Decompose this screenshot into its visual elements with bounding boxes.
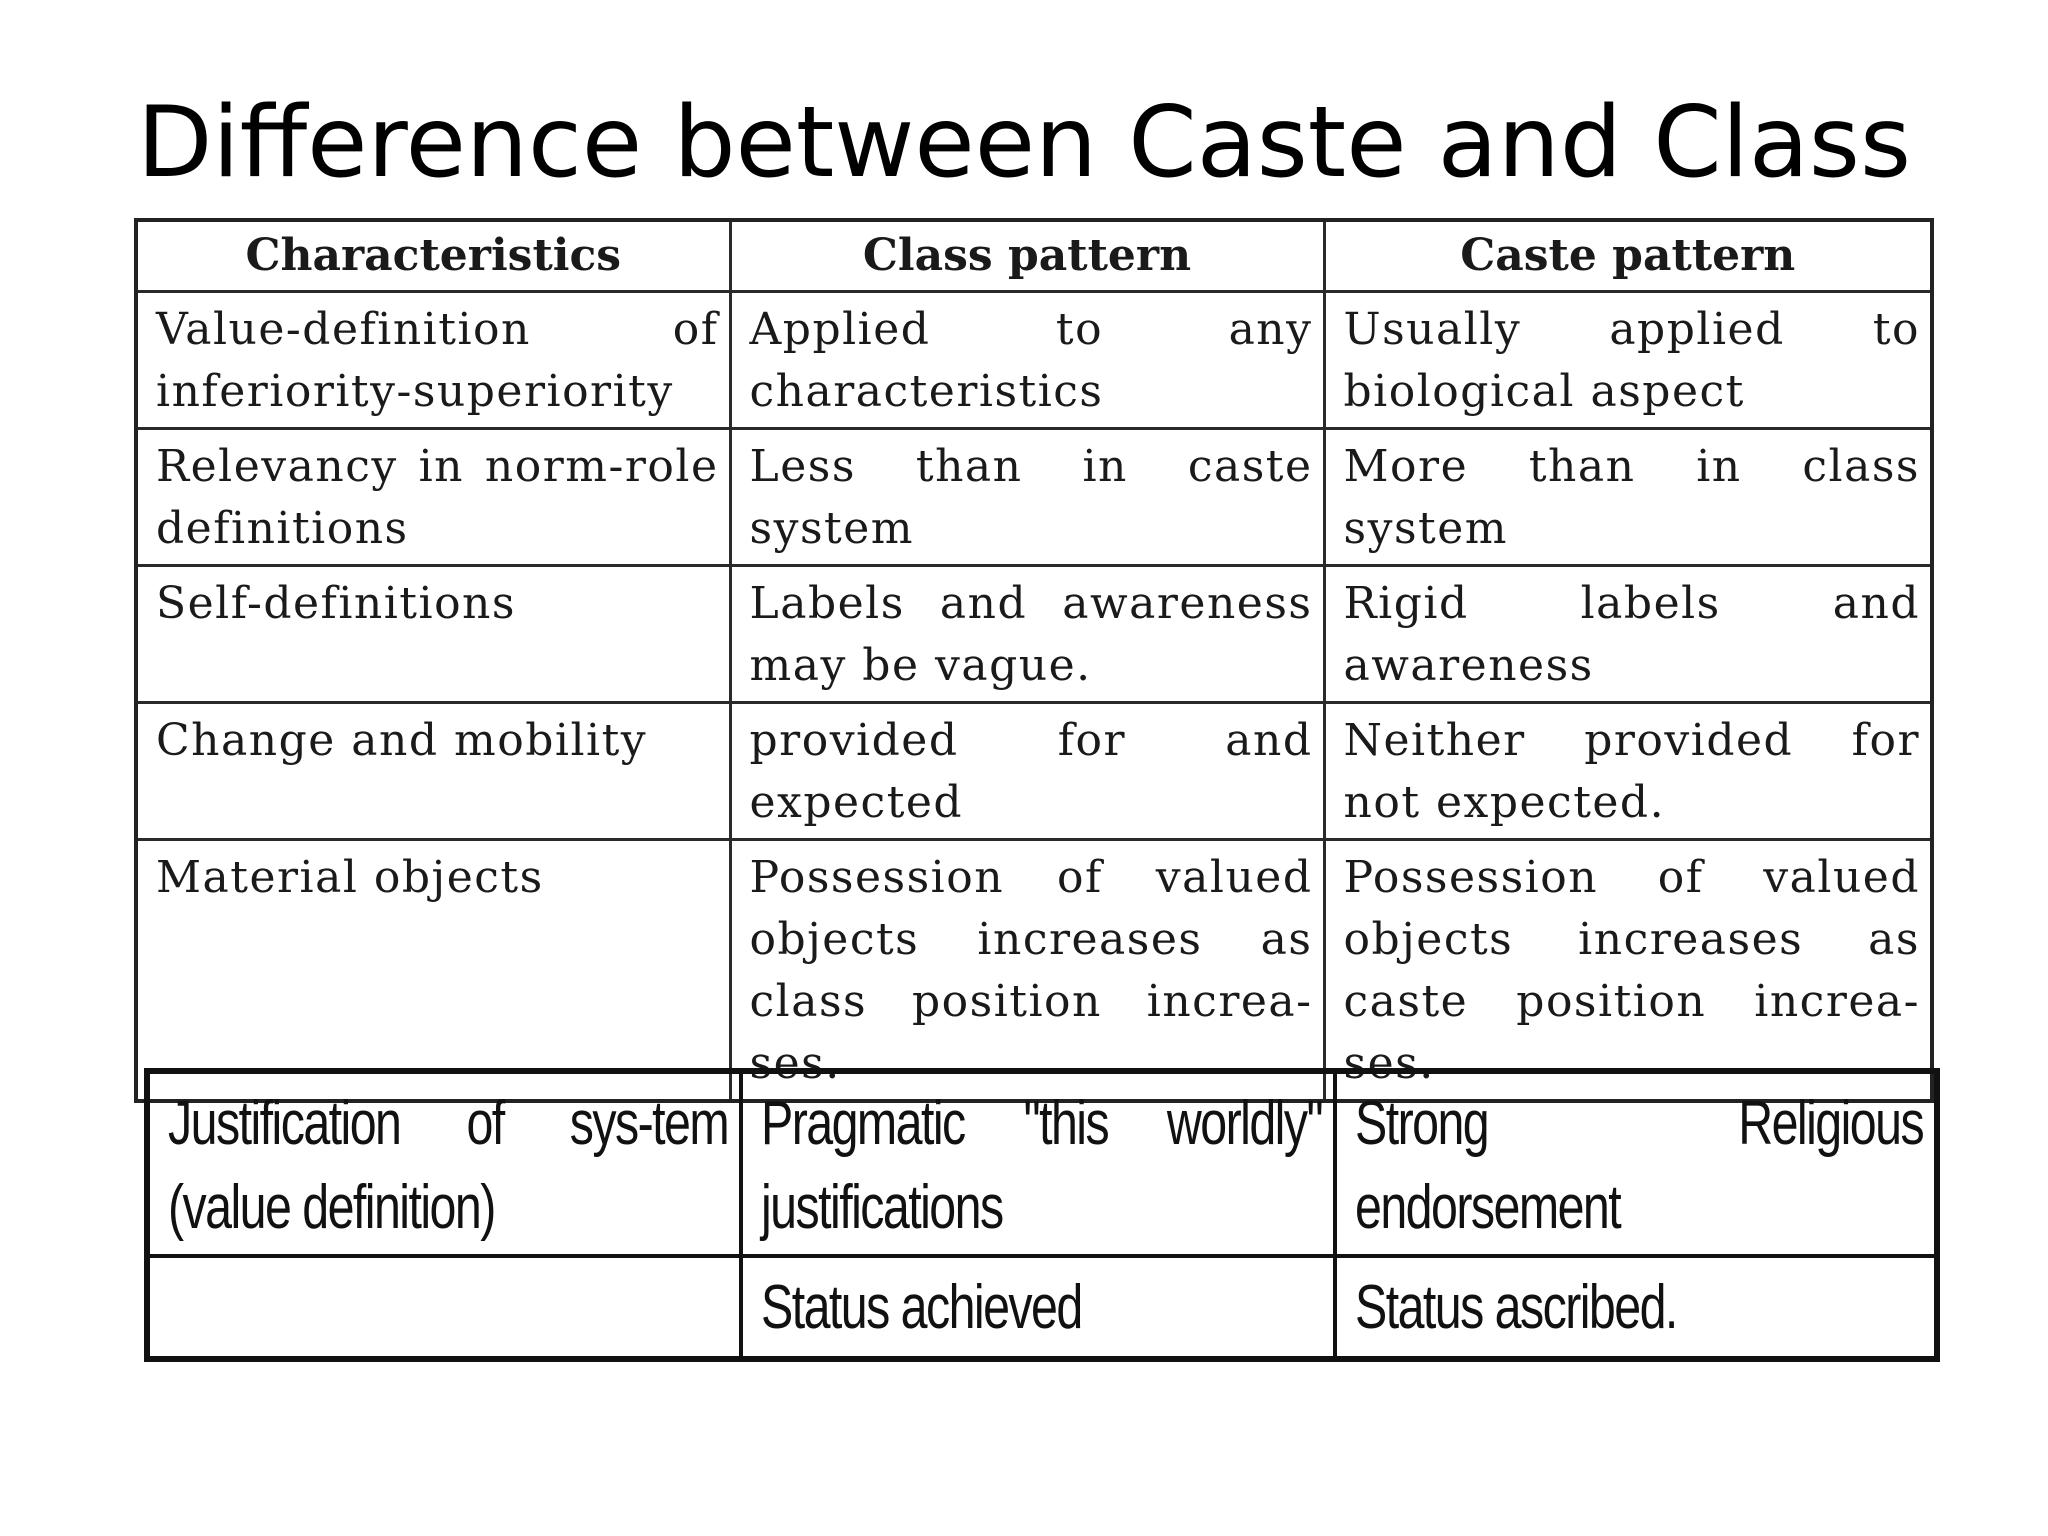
row-caste-pattern: Usually applied to biological aspect: [1324, 292, 1932, 429]
row-caste-pattern: Possession of valued objects increases as caste position increa-ses.: [1324, 840, 1932, 1102]
table-row: [136, 292, 1932, 429]
row-class-pattern: [741, 1256, 1335, 1359]
row-class-pattern: Possession of valued objects increases as class position increa-ses.: [730, 840, 1324, 1102]
row-caste-pattern: Rigid labels and awareness: [1324, 566, 1932, 703]
row-characteristic: Relevancy in norm-role definitions: [136, 429, 730, 566]
row-caste-pattern-text: Strong Religious endorsement: [1355, 1089, 1924, 1242]
row-class-pattern: Less than in caste system: [730, 429, 1324, 566]
table-row: [136, 703, 1932, 840]
row-caste-pattern: Neither provided for not expected.: [1324, 703, 1932, 840]
row-caste-pattern: More than in class system: [1324, 429, 1932, 566]
comparison-table-continued: [144, 1068, 1940, 1362]
row-class-pattern-text: Status achieved: [761, 1273, 1082, 1342]
row-characteristic: Material objects: [136, 840, 730, 1102]
table-row: [136, 840, 1932, 1102]
table-row: [136, 566, 1932, 703]
table-row: [147, 1256, 1937, 1359]
row-characteristic: Value-definition of inferiority-superiority: [136, 292, 730, 429]
row-characteristic: [147, 1256, 741, 1359]
row-characteristic-text: Justification of sys-tem (value definition): [168, 1089, 729, 1242]
row-caste-pattern: [1335, 1071, 1937, 1256]
header-class-pattern: Class pattern: [730, 220, 1324, 292]
row-class-pattern: Applied to any characteristics: [730, 292, 1324, 429]
table-row: [136, 429, 1932, 566]
comparison-table: [134, 218, 1934, 1103]
row-class-pattern: [741, 1071, 1335, 1256]
table-row: [147, 1071, 1937, 1256]
row-characteristic: [147, 1071, 741, 1256]
row-class-pattern-text: Pragmatic "this worldly" justifications: [761, 1089, 1323, 1242]
row-class-pattern: Labels and awareness may be vague.: [730, 566, 1324, 703]
table-header-row: [136, 220, 1932, 292]
header-characteristics: Characteristics: [136, 220, 730, 292]
row-class-pattern: provided for and expected: [730, 703, 1324, 840]
header-caste-pattern: Caste pattern: [1324, 220, 1932, 292]
row-characteristic: Change and mobility: [136, 703, 730, 840]
row-caste-pattern: [1335, 1256, 1937, 1359]
row-characteristic: Self-definitions: [136, 566, 730, 703]
slide-title: Difference between Caste and Class: [136, 86, 1912, 200]
row-caste-pattern-text: Status ascribed.: [1355, 1273, 1677, 1342]
